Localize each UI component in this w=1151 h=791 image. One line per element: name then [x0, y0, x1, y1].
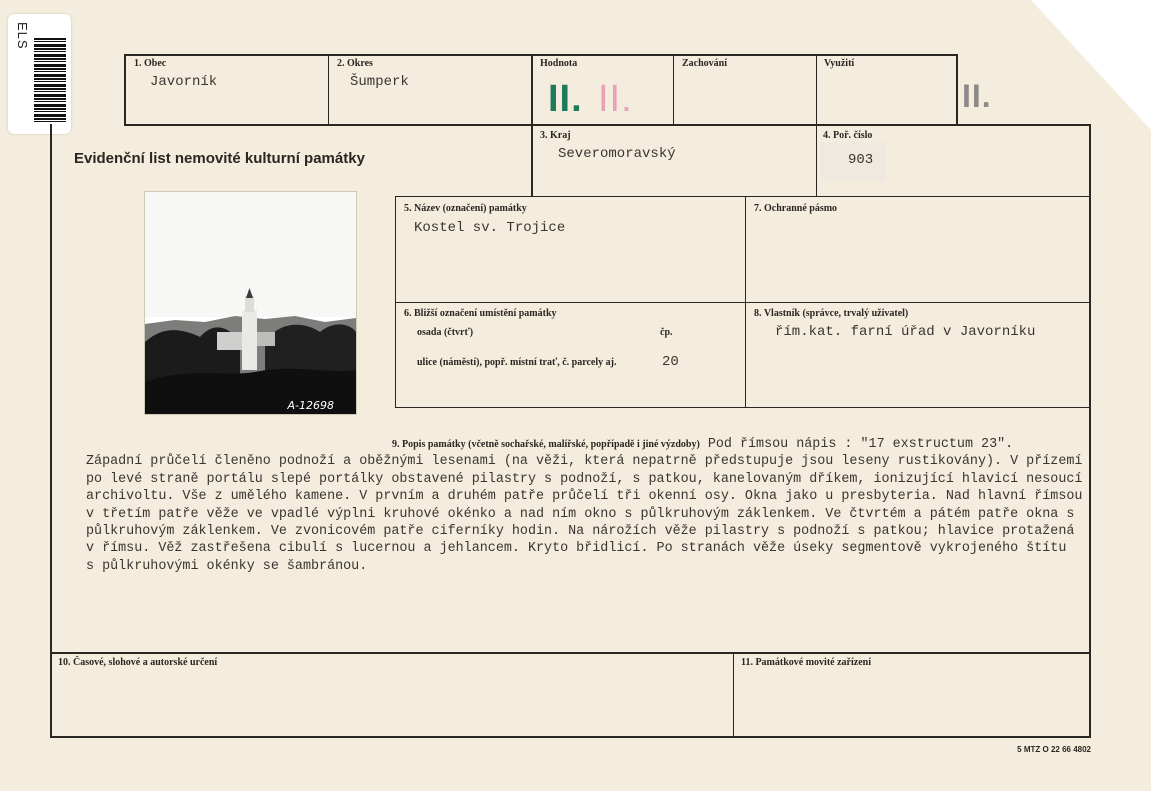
umisteni-label: 6. Bližší označení umístění památky: [404, 308, 557, 319]
vyuziti-label: Využití: [824, 58, 855, 69]
por-cislo-label: 4. Poř. číslo: [823, 130, 873, 141]
vlastnik-label: 8. Vlastník (správce, trvalý uživatel): [754, 308, 909, 319]
photo-caption: A-12698: [287, 399, 334, 412]
grid-line: [124, 54, 126, 126]
form-footer-code: 5 MTZ O 22 66 4802: [1017, 745, 1091, 754]
hodnota-value-green: II.: [548, 78, 583, 120]
church-photo-image: [145, 192, 356, 414]
grid-line: [124, 54, 956, 56]
popis-first-line: Pod římsou nápis : "17 exstructum 23".: [707, 437, 1014, 452]
monument-photo: [144, 191, 357, 415]
popis-line: půlkruhovým záklenkem. Ve zvonicovém patře ciferníky hodin. Na nárožích věže pilastry s podnoží s patkou; hlavice protažená: [86, 524, 1075, 540]
kraj-label: 3. Kraj: [540, 130, 571, 141]
grid-line: [328, 54, 329, 124]
popis-text: [86, 436, 1096, 575]
ulice-value: 20: [662, 354, 679, 370]
barcode-text: ELS: [15, 22, 30, 50]
popis-line: archivoltu. Vše z umělého kamene. V prvním a druhém patře průčelí tři okenní osy. Okna jako u presbyteria. Nad hlavní římsou: [86, 489, 1083, 505]
popis-line: Západní průčelí členěno podnoží a oběžnými lesenami (na věži, která nepatrně předstupuje jsou leseny rustikovány). V přízemí: [86, 454, 1083, 470]
grid-line: [956, 54, 958, 126]
barcode-icon: [34, 38, 66, 122]
grid-line: [531, 54, 533, 196]
okres-label: 2. Okres: [337, 58, 373, 69]
grid-line: [50, 736, 1091, 738]
grid-line: [673, 54, 674, 124]
grid-line: [733, 652, 734, 738]
nazev-value: Kostel sv. Trojice: [414, 220, 566, 236]
ulice-label: ulice (náměstí), popř. místní trať, č. parcely aj.: [417, 357, 617, 368]
grid-line: [395, 196, 1091, 197]
okres-value: Šumperk: [350, 74, 409, 90]
obec-value: Javorník: [150, 74, 218, 90]
grid-line: [395, 302, 1091, 303]
por-cislo-value: 903: [848, 152, 874, 168]
popis-label: 9. Popis památky (včetně sochařské, malířské, popřípadě i jiné výzdoby): [392, 439, 700, 450]
movite-label: 11. Památkové movité zařízení: [741, 657, 871, 668]
hodnota-label: Hodnota: [540, 58, 578, 69]
side-mark: II.: [962, 78, 992, 114]
form-title: Evidenční list nemovité kulturní památky: [74, 150, 365, 167]
popis-line: po levé straně portálu slepé portálky obstavené pilastry s podnoží, s patkou, kanelovaným dříkem, ionizující hlavicí nesoucí: [86, 471, 1083, 487]
zachovani-label: Zachování: [682, 58, 728, 69]
casove-label: 10. Časové, slohové a autorské určení: [58, 657, 218, 668]
grid-line: [50, 124, 52, 738]
kraj-value: Severomoravský: [558, 146, 676, 162]
obec-label: 1. Obec: [134, 58, 167, 69]
cut-corner: [1031, 0, 1151, 130]
cp-label: čp.: [660, 327, 673, 338]
grid-line: [816, 54, 817, 196]
ochranne-pasmo-label: 7. Ochranné pásmo: [754, 203, 838, 214]
grid-line: [50, 652, 1091, 654]
popis-line: v třetím patře věže ve vpadlé výplni kruhové okénko a nad ním okno s půlkruhovým záklenkem. Ve čtvrtém a pátém patře okna s: [86, 506, 1075, 522]
osada-label: osada (čtvrť): [417, 327, 474, 338]
nazev-label: 5. Název (označení) památky: [404, 203, 527, 214]
grid-line: [1089, 124, 1091, 738]
vlastnik-value: řím.kat. farní úřad v Javorníku: [775, 324, 1036, 340]
grid-line: [124, 124, 1090, 126]
grid-line: [395, 407, 1091, 408]
popis-line: v římsu. Věž zastřešena cibulí s lucernou a jehlancem. Kryto břidlicí. Po stranách věže úseky segmentově vykrojeného štítu: [86, 541, 1067, 557]
popis-line: s půlkruhovými okénky se šambránou.: [86, 558, 368, 574]
hodnota-value-pink: II.: [598, 78, 633, 120]
barcode-label: [8, 14, 71, 134]
